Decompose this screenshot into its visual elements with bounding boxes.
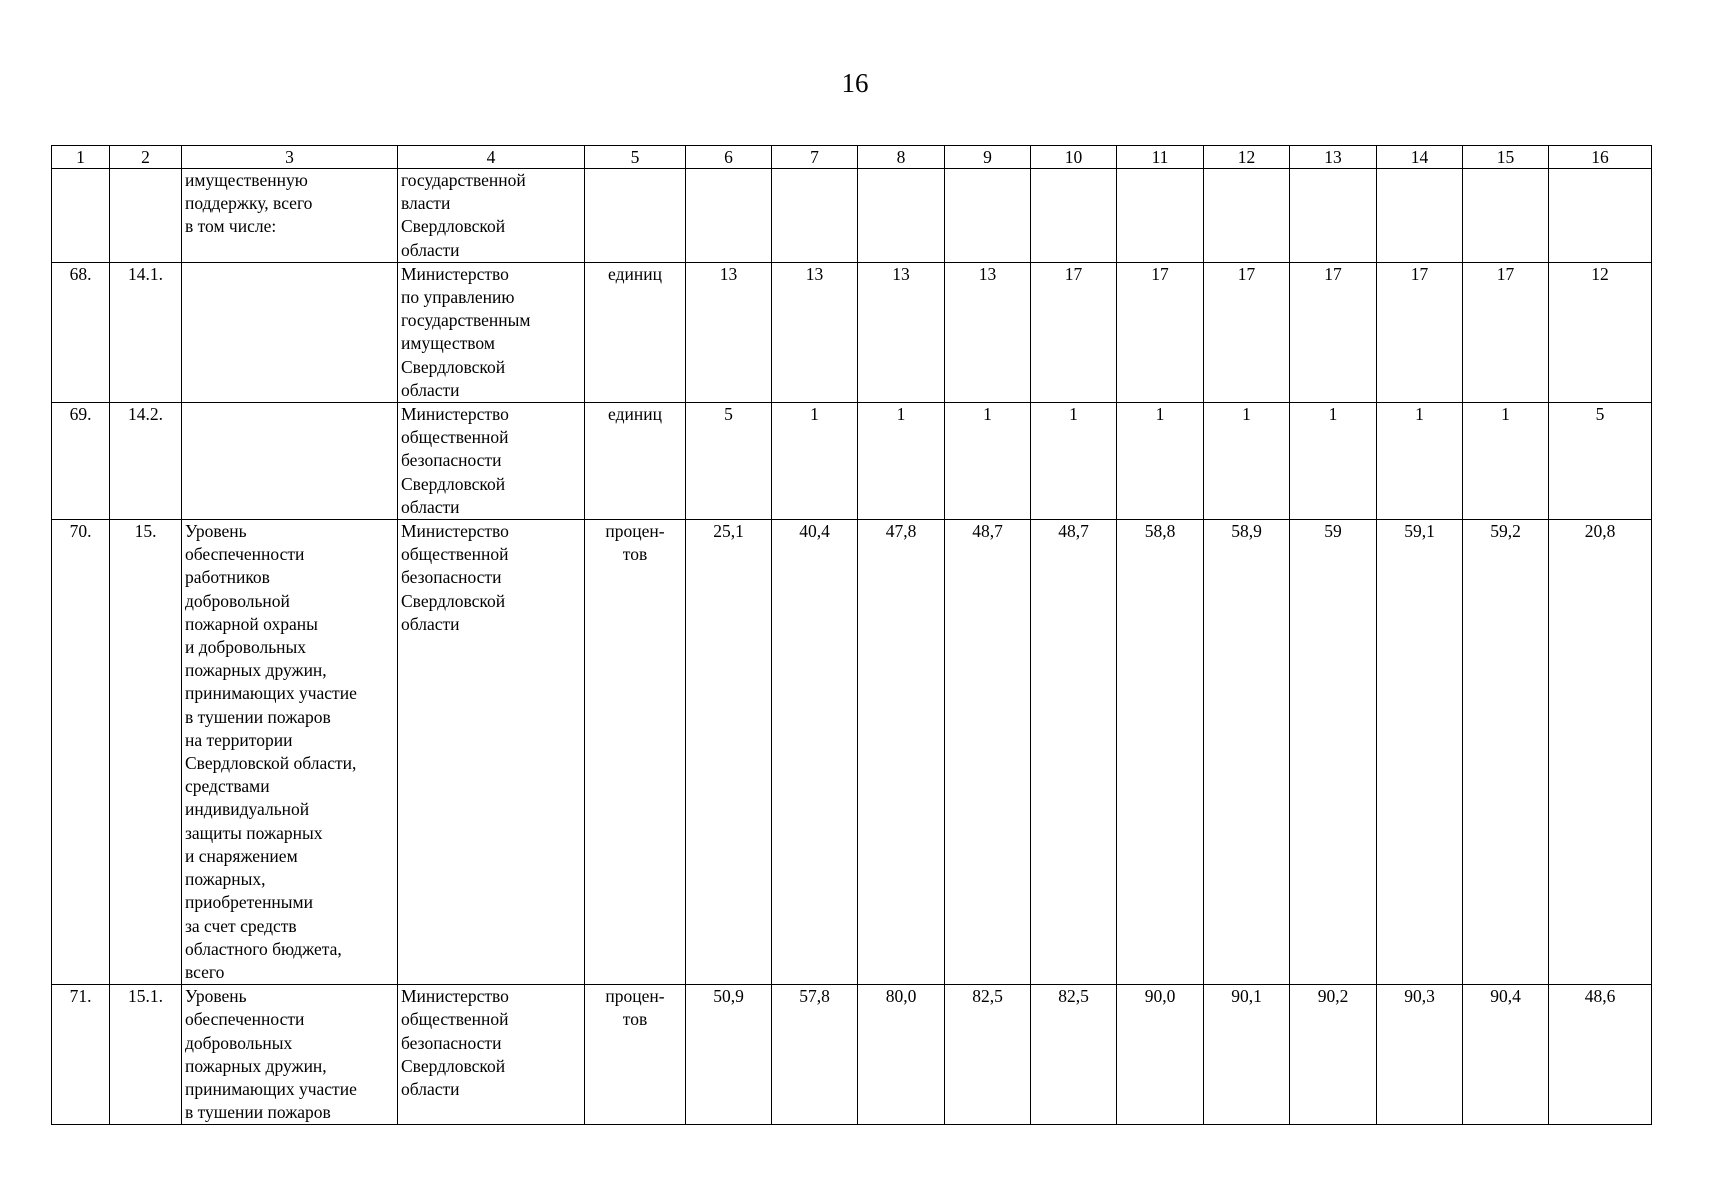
responsible-body-cell: Министерство общественной безопасности Свердловской области	[398, 985, 585, 1125]
value-cell: 50,9	[686, 985, 772, 1125]
value-cell: 17	[1290, 262, 1377, 402]
unit-cell	[585, 169, 686, 263]
value-cell: 90,4	[1463, 985, 1549, 1125]
column-number: 15	[1463, 146, 1549, 169]
value-cell: 1	[1204, 403, 1290, 520]
column-number: 6	[686, 146, 772, 169]
responsible-body-cell: государственной власти Свердловской области	[398, 169, 585, 263]
row-number-cell	[52, 169, 110, 263]
indicator-name-cell	[182, 262, 398, 402]
value-cell: 48,6	[1549, 985, 1652, 1125]
column-number: 11	[1117, 146, 1204, 169]
value-cell	[772, 169, 858, 263]
responsible-body-cell: Министерство по управлению государственным имуществом Свердловской области	[398, 262, 585, 402]
value-cell: 25,1	[686, 520, 772, 985]
responsible-body-cell: Министерство общественной безопасности Свердловской области	[398, 403, 585, 520]
indicator-code-cell: 14.1.	[110, 262, 182, 402]
value-cell	[1204, 169, 1290, 263]
value-cell: 90,0	[1117, 985, 1204, 1125]
value-cell: 17	[1204, 262, 1290, 402]
column-number: 5	[585, 146, 686, 169]
indicator-name-cell: Уровень обеспеченности добровольных пожарных дружин, принимающих участие в тушении пожаров	[182, 985, 398, 1125]
column-number: 7	[772, 146, 858, 169]
value-cell: 90,1	[1204, 985, 1290, 1125]
column-number: 8	[858, 146, 945, 169]
value-cell: 48,7	[1031, 520, 1117, 985]
value-cell: 17	[1031, 262, 1117, 402]
value-cell: 5	[1549, 403, 1652, 520]
column-number: 2	[110, 146, 182, 169]
value-cell: 12	[1549, 262, 1652, 402]
value-cell: 1	[1463, 403, 1549, 520]
value-cell: 1	[858, 403, 945, 520]
value-cell: 58,9	[1204, 520, 1290, 985]
value-cell: 82,5	[945, 985, 1031, 1125]
table-row	[52, 985, 1652, 1125]
value-cell: 1	[1290, 403, 1377, 520]
value-cell: 20,8	[1549, 520, 1652, 985]
value-cell: 59,1	[1377, 520, 1463, 985]
value-cell: 13	[858, 262, 945, 402]
column-number: 9	[945, 146, 1031, 169]
value-cell: 17	[1117, 262, 1204, 402]
row-number-cell: 70.	[52, 520, 110, 985]
value-cell: 48,7	[945, 520, 1031, 985]
unit-cell: процен- тов	[585, 985, 686, 1125]
indicator-name-cell: Уровень обеспеченности работников добровольной пожарной охраны и добровольных пожарных дружин, принимающих участие в тушении пожаров на территории Свердловской области, средствами индивидуальной защиты пожарных и снаряжением пожарных, приобретенными за счет средств областного бюджета, всего	[182, 520, 398, 985]
indicator-name-cell	[182, 403, 398, 520]
indicator-code-cell	[110, 169, 182, 263]
table-row	[52, 520, 1652, 985]
value-cell: 40,4	[772, 520, 858, 985]
indicator-table	[51, 145, 1652, 1125]
value-cell: 17	[1377, 262, 1463, 402]
unit-cell: единиц	[585, 403, 686, 520]
value-cell: 90,3	[1377, 985, 1463, 1125]
value-cell	[1549, 169, 1652, 263]
column-number: 16	[1549, 146, 1652, 169]
value-cell: 58,8	[1117, 520, 1204, 985]
indicator-code-cell: 15.	[110, 520, 182, 985]
column-number: 14	[1377, 146, 1463, 169]
value-cell: 1	[772, 403, 858, 520]
row-number-cell: 69.	[52, 403, 110, 520]
value-cell	[1117, 169, 1204, 263]
column-number: 1	[52, 146, 110, 169]
value-cell: 59	[1290, 520, 1377, 985]
row-number-cell: 68.	[52, 262, 110, 402]
value-cell: 1	[1031, 403, 1117, 520]
indicator-name-cell: имущественную поддержку, всего в том числе:	[182, 169, 398, 263]
indicator-code-cell: 15.1.	[110, 985, 182, 1125]
value-cell: 5	[686, 403, 772, 520]
value-cell: 17	[1463, 262, 1549, 402]
value-cell	[945, 169, 1031, 263]
column-number: 10	[1031, 146, 1117, 169]
page-number: 16	[841, 68, 869, 98]
value-cell: 1	[1117, 403, 1204, 520]
table-header-row	[52, 146, 1652, 169]
value-cell	[1290, 169, 1377, 263]
column-number: 3	[182, 146, 398, 169]
table-row	[52, 262, 1652, 402]
value-cell: 82,5	[1031, 985, 1117, 1125]
column-number: 4	[398, 146, 585, 169]
value-cell	[1463, 169, 1549, 263]
value-cell: 90,2	[1290, 985, 1377, 1125]
value-cell: 80,0	[858, 985, 945, 1125]
table-row	[52, 403, 1652, 520]
responsible-body-cell: Министерство общественной безопасности Свердловской области	[398, 520, 585, 985]
indicator-code-cell: 14.2.	[110, 403, 182, 520]
unit-cell: процен- тов	[585, 520, 686, 985]
value-cell: 59,2	[1463, 520, 1549, 985]
value-cell: 13	[686, 262, 772, 402]
value-cell	[1031, 169, 1117, 263]
value-cell: 57,8	[772, 985, 858, 1125]
column-number: 13	[1290, 146, 1377, 169]
table-row	[52, 169, 1652, 263]
column-number: 12	[1204, 146, 1290, 169]
value-cell	[858, 169, 945, 263]
value-cell: 47,8	[858, 520, 945, 985]
value-cell: 13	[945, 262, 1031, 402]
value-cell: 13	[772, 262, 858, 402]
value-cell	[686, 169, 772, 263]
value-cell: 1	[1377, 403, 1463, 520]
row-number-cell: 71.	[52, 985, 110, 1125]
value-cell: 1	[945, 403, 1031, 520]
value-cell	[1377, 169, 1463, 263]
unit-cell: единиц	[585, 262, 686, 402]
